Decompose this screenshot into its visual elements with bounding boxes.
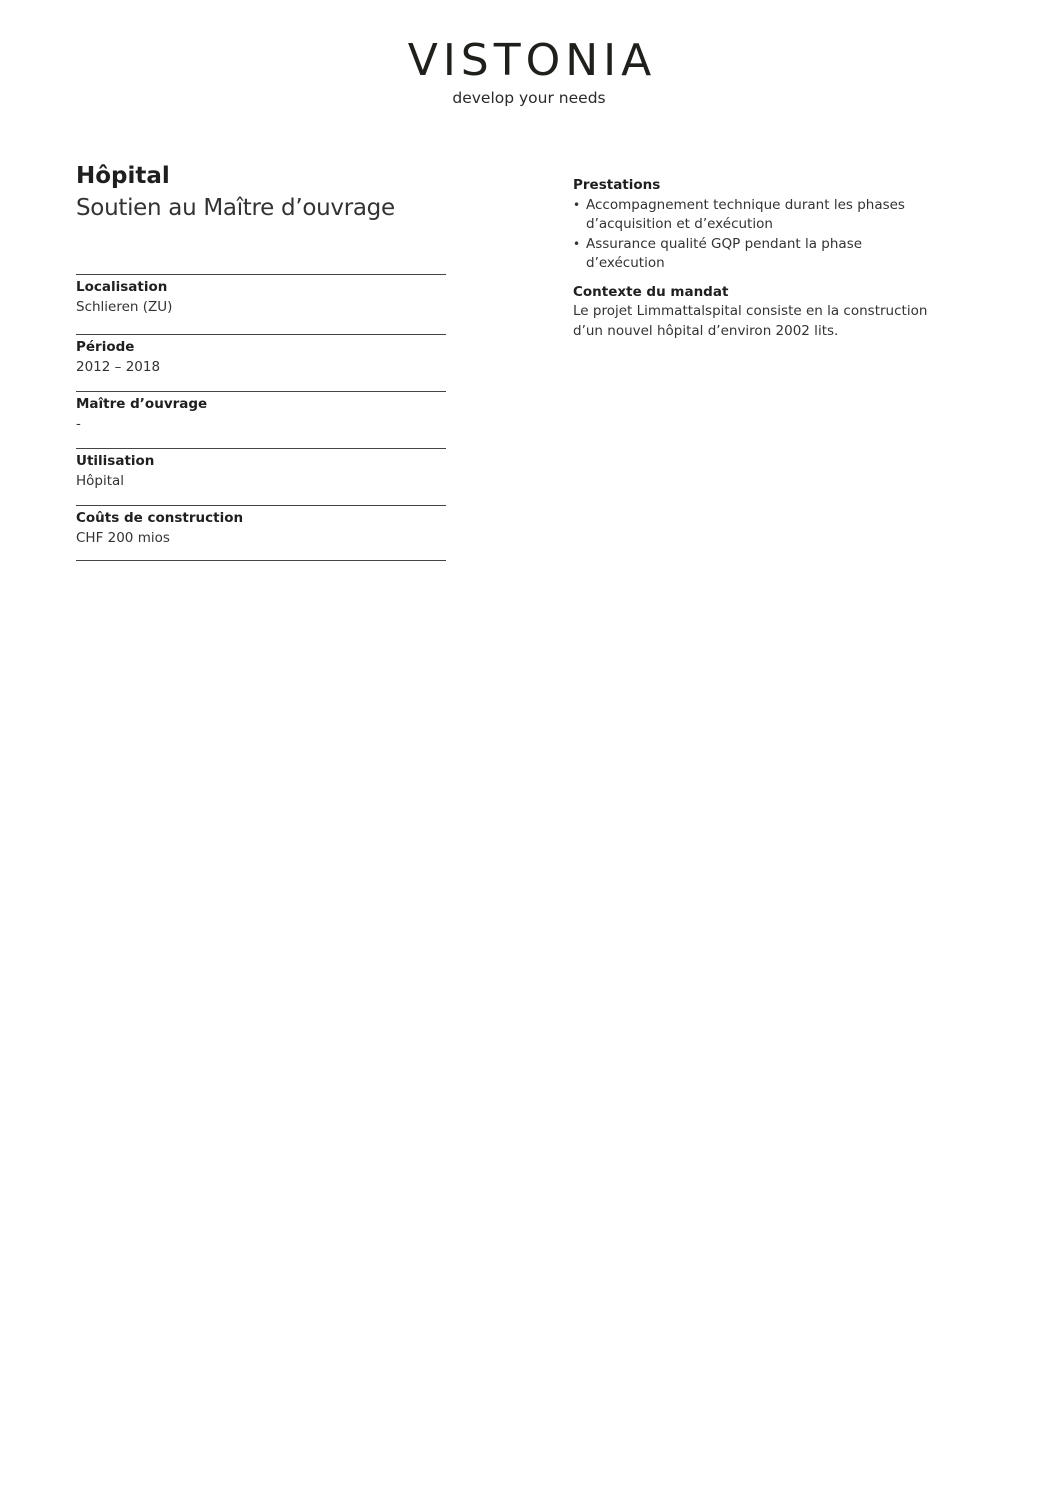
prestations-list [573, 196, 943, 274]
brand-tagline: develop your needs [452, 89, 606, 107]
fact-utilisation [76, 448, 446, 505]
project-facts [76, 274, 446, 564]
bullet-icon: • [573, 236, 581, 251]
fact-label: Coûts de construction [76, 510, 244, 526]
fact-localisation [76, 274, 446, 334]
fact-value: 2012 – 2018 [76, 359, 161, 375]
brand-logo [0, 36, 1058, 108]
fact-maitre-ouvrage [76, 391, 446, 448]
fact-label: Maître d’ouvrage [76, 396, 208, 412]
facts-divider [76, 560, 446, 561]
fact-label: Localisation [76, 279, 168, 295]
brand-name: VISTONIA [407, 35, 657, 86]
list-item-line: Accompagnement technique durant les phases [586, 196, 905, 213]
fact-value: Schlieren (ZU) [76, 299, 173, 315]
project-details [573, 176, 943, 341]
bullet-icon: • [573, 197, 581, 212]
fact-value: Hôpital [76, 473, 125, 489]
fact-label: Utilisation [76, 453, 155, 469]
fact-periode [76, 334, 446, 391]
fact-value: - [76, 416, 81, 432]
project-title: Hôpital [76, 163, 170, 189]
context-text [573, 302, 943, 341]
fact-value: CHF 200 mios [76, 530, 170, 546]
project-subtitle: Soutien au Maître d’ouvrage [76, 195, 395, 221]
project-heading [76, 160, 456, 224]
list-item-line: d’exécution [586, 255, 665, 271]
context-line: d’un nouvel hôpital d’environ 2002 lits. [573, 322, 839, 339]
prestations-heading: Prestations [573, 177, 661, 193]
list-item [573, 235, 943, 274]
fact-couts [76, 505, 446, 564]
context-heading: Contexte du mandat [573, 283, 729, 300]
list-item [573, 196, 943, 235]
list-item-line: Assurance qualité GQP pendant la phase [586, 235, 863, 252]
list-item-line: d’acquisition et d’exécution [586, 216, 773, 232]
fact-label: Période [76, 339, 135, 355]
context-line: Le projet Limmattalspital consiste en la construction [573, 303, 928, 319]
